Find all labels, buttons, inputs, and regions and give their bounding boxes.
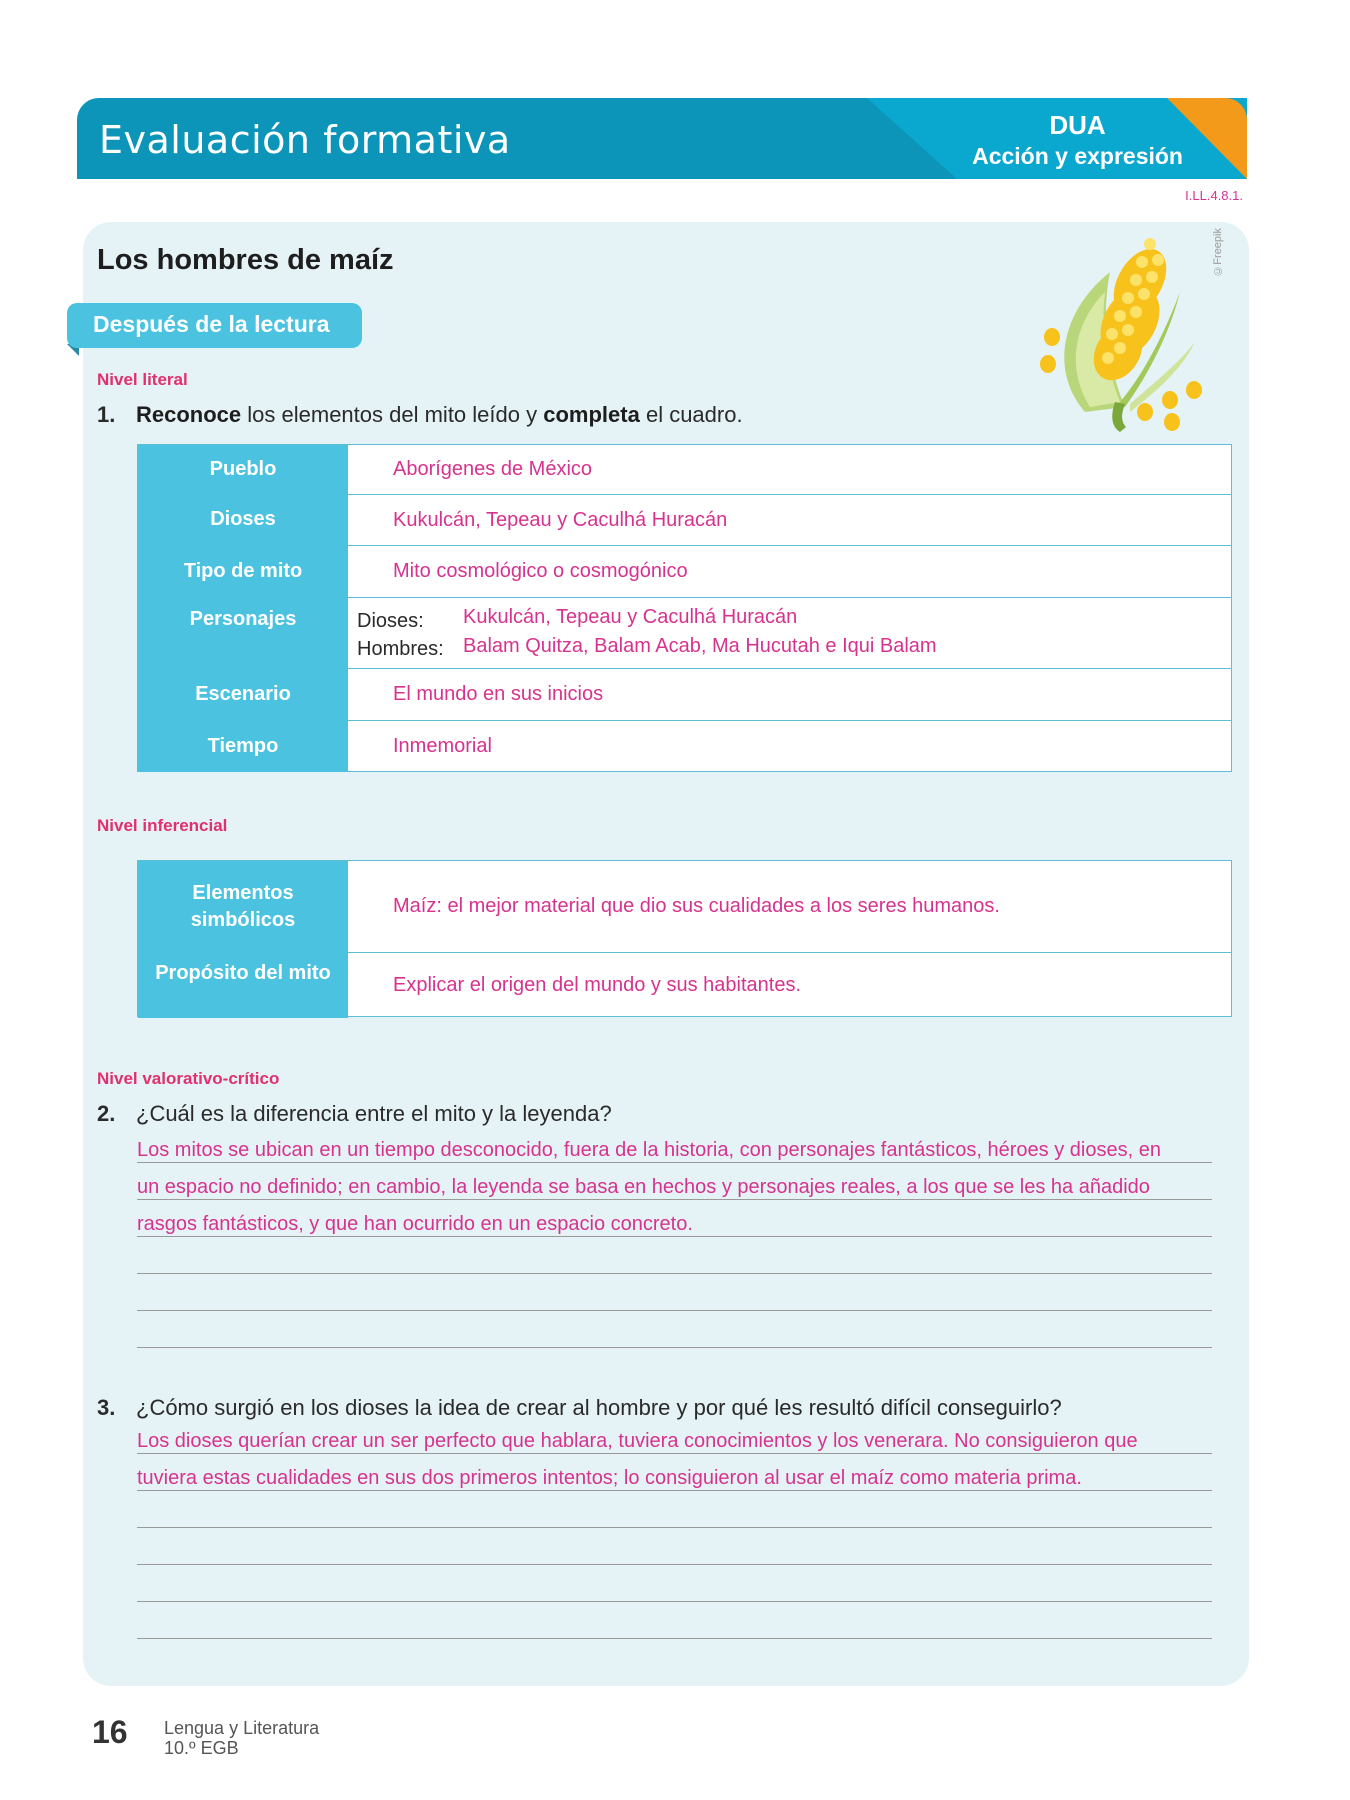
row-value: Aborígenes de México	[393, 458, 593, 480]
question-number: 2.	[97, 1101, 116, 1126]
question-number: 1.	[97, 402, 116, 427]
q1-verb-1: Reconoce	[136, 402, 242, 427]
symbolic-elements-table	[137, 860, 1232, 1017]
row-label: Dioses	[138, 494, 348, 545]
answer-line	[137, 1453, 1212, 1454]
row-label: Tipo de mito	[138, 545, 348, 597]
sub-value: Kukulcán, Tepeau y Caculhá Huracán	[463, 606, 798, 628]
corn-illustration	[1030, 222, 1220, 437]
answer-line	[137, 1162, 1212, 1163]
table-row	[138, 445, 1231, 494]
answer-line	[137, 1273, 1212, 1274]
row-label: Pueblo	[138, 445, 348, 494]
row-value: Kukulcán, Tepeau y Caculhá Huracán	[348, 494, 1231, 545]
row-value: Mito cosmológico o cosmogónico	[348, 545, 1231, 597]
question-number: 3.	[97, 1395, 116, 1420]
table-row	[138, 668, 1231, 720]
q1-text-1: los elementos del mito leído y	[247, 402, 538, 427]
dua-badge	[972, 110, 1183, 170]
q3-text: ¿Cómo surgió en los dioses la idea de crear al hombre y por qué les resultó difícil conseguirlo?	[136, 1395, 1062, 1420]
row-label: Escenario	[138, 668, 348, 720]
level-inferential: Nivel inferencial	[97, 816, 228, 835]
sub-label: Dioses:	[357, 610, 424, 632]
myth-elements-table	[137, 444, 1232, 772]
answer-line	[137, 1347, 1212, 1348]
section-tab: Después de la lectura	[67, 303, 362, 348]
row-value: El mundo en sus inicios	[348, 668, 1231, 720]
curriculum-code: I.LL.4.8.1.	[1185, 188, 1243, 203]
level-literal: Nivel literal	[97, 370, 188, 389]
row-value: Inmemorial	[348, 720, 1231, 772]
section-header	[77, 98, 1247, 179]
answer-line	[137, 1527, 1212, 1528]
table-row	[138, 861, 1231, 952]
table-row	[138, 597, 1231, 668]
answer-line-text: tuviera estas cualidades en sus dos primeros intentos; lo consiguieron al usar el maíz como materia prima.	[137, 1467, 1082, 1489]
story-title: Los hombres de maíz	[97, 244, 394, 276]
answer-line	[137, 1310, 1212, 1311]
q1-verb-2: completa	[543, 402, 640, 427]
q2-text: ¿Cuál es la diferencia entre el mito y la leyenda?	[136, 1101, 612, 1126]
answer-line-text: Los mitos se ubican en un tiempo desconocido, fuera de la historia, con personajes fantásticos, héroes y dioses, en	[137, 1139, 1161, 1161]
table-row	[138, 952, 1231, 1018]
answer-line-text: rasgos fantásticos, y que han ocurrido en un espacio concreto.	[137, 1213, 693, 1235]
sub-label: Hombres:	[357, 638, 444, 660]
answer-line	[137, 1490, 1212, 1491]
page-title: Evaluación formativa	[99, 118, 511, 162]
answer-line	[137, 1564, 1212, 1565]
q1-text-2: el cuadro.	[645, 402, 743, 427]
row-label: Propósito del mito	[138, 952, 348, 1018]
question-1	[97, 402, 743, 428]
dua-title: DUA	[1049, 110, 1106, 140]
dua-subtitle: Acción y expresión	[972, 143, 1183, 169]
subject-name: Lengua y Literatura	[164, 1718, 320, 1738]
page-number: 16	[92, 1714, 128, 1750]
table-row	[138, 720, 1231, 772]
row-label: Personajes	[138, 597, 348, 668]
table-row	[138, 545, 1231, 597]
question-2	[97, 1101, 612, 1127]
grade-label: 10.º EGB	[164, 1738, 239, 1758]
row-label: Tiempo	[138, 720, 348, 772]
answer-line	[137, 1236, 1212, 1237]
table-row	[138, 494, 1231, 545]
row-value: Explicar el origen del mundo y sus habitantes.	[348, 952, 1231, 1018]
answer-line	[137, 1638, 1212, 1639]
row-label: Elementos simbólicos	[138, 861, 348, 952]
sub-value: Balam Quitza, Balam Acab, Ma Hucutah e Iqui Balam	[463, 635, 937, 657]
image-credit: ©Freepik	[1212, 228, 1224, 277]
answer-line-text: Los dioses querían crear un ser perfecto que hablara, tuviera conocimientos y los venerara. No consiguieron que	[137, 1430, 1138, 1452]
row-value: Maíz: el mejor material que dio sus cualidades a los seres humanos.	[393, 895, 1000, 917]
answer-line	[137, 1199, 1212, 1200]
level-critical: Nivel valorativo-crítico	[97, 1069, 280, 1088]
answer-line	[137, 1601, 1212, 1602]
subject-label	[164, 1718, 319, 1758]
row-value	[348, 597, 1231, 668]
question-3	[97, 1395, 1062, 1421]
answer-line-text: un espacio no definido; en cambio, la leyenda se basa en hechos y personajes reales, a los que se les ha añadido	[137, 1176, 1150, 1198]
